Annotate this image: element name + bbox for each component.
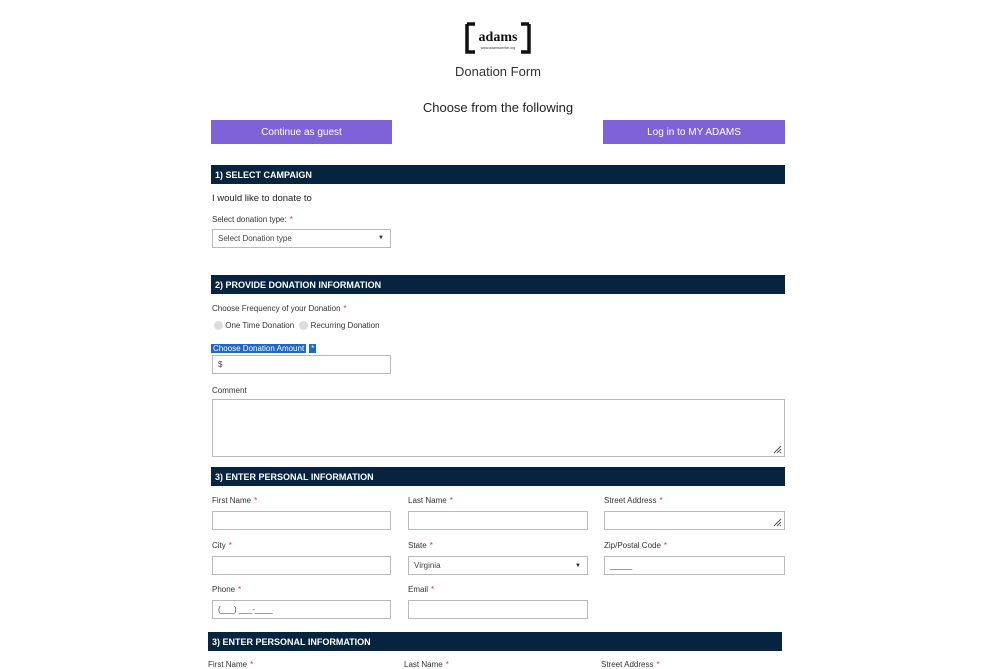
required-mark: *: [656, 660, 660, 669]
street-address-label-2-text: Street Address: [601, 660, 654, 669]
phone-label-text: Phone: [212, 585, 236, 594]
zip-input[interactable]: [604, 556, 785, 575]
comment-label: Comment: [212, 386, 247, 395]
one-time-label: One Time Donation: [225, 321, 295, 330]
donation-type-label: [212, 215, 293, 224]
city-input[interactable]: [212, 556, 391, 575]
choose-text: Choose from the following: [422, 100, 574, 115]
last-name-label: [408, 496, 453, 505]
frequency-options: [214, 321, 380, 330]
amount-input[interactable]: [212, 355, 391, 374]
one-time-radio[interactable]: [214, 321, 223, 330]
street-address-label: [604, 496, 663, 505]
required-mark: *: [659, 496, 663, 505]
required-mark: *: [228, 541, 232, 550]
resize-handle-icon[interactable]: [772, 444, 782, 454]
required-mark: *: [238, 585, 242, 594]
last-name-label-text: Last Name: [408, 496, 447, 505]
state-label-text: State: [408, 541, 427, 550]
recurring-radio[interactable]: [299, 321, 308, 330]
recurring-label: Recurring Donation: [310, 321, 380, 330]
last-name-label-2-text: Last Name: [404, 660, 443, 669]
continue-as-guest-button[interactable]: Continue as guest: [211, 120, 392, 144]
frequency-label-text: Choose Frequency of your Donation: [212, 304, 341, 313]
first-name-label-text: First Name: [212, 496, 252, 505]
section-select-campaign-header: 1) SELECT CAMPAIGN: [211, 165, 785, 184]
last-name-input[interactable]: [408, 511, 588, 530]
required-mark: *: [343, 304, 347, 313]
first-name-input[interactable]: [212, 511, 391, 530]
zip-value: _____: [610, 561, 633, 570]
required-mark: *: [449, 496, 453, 505]
donation-type-value: Select Donation type: [218, 234, 292, 243]
required-mark: *: [445, 660, 449, 669]
first-name-label-2-text: First Name: [208, 660, 248, 669]
login-button[interactable]: Log in to MY ADAMS: [603, 120, 785, 144]
amount-value: $: [218, 360, 223, 369]
state-label: [408, 541, 433, 550]
phone-label: [212, 585, 241, 594]
frequency-label: [212, 304, 347, 313]
required-mark: *: [663, 541, 668, 550]
svg-text:adams: adams: [478, 30, 518, 45]
svg-text:www.adamscenter.org: www.adamscenter.org: [480, 46, 516, 50]
required-mark: *: [289, 215, 293, 224]
required-mark: *: [311, 344, 315, 353]
required-mark: *: [429, 541, 433, 550]
street-address-input[interactable]: [604, 511, 785, 530]
adams-logo: [463, 20, 533, 56]
donate-to-text: I would like to donate to: [212, 193, 312, 204]
section-personal-info-header: 3) ENTER PERSONAL INFORMATION: [211, 467, 785, 486]
street-address-label-text: Street Address: [604, 496, 657, 505]
chevron-down-icon: ▼: [575, 563, 581, 569]
chevron-down-icon: ▼: [378, 235, 384, 241]
donation-type-label-text: Select donation type:: [212, 215, 287, 224]
email-label-text: Email: [408, 585, 429, 594]
email-input[interactable]: [408, 600, 588, 619]
required-mark: *: [254, 496, 258, 505]
section-personal-info-header-2: 3) ENTER PERSONAL INFORMATION: [208, 632, 782, 651]
zip-label-text: Zip/Postal Code: [604, 541, 661, 550]
state-value: Virginia: [414, 561, 441, 570]
section-donation-info-header: 2) PROVIDE DONATION INFORMATION: [211, 275, 785, 294]
phone-input[interactable]: [212, 600, 391, 619]
zip-label: [604, 541, 667, 550]
resize-handle-icon[interactable]: [772, 517, 782, 527]
email-label: [408, 585, 434, 594]
amount-label-text: Choose Donation Amount: [213, 344, 305, 353]
city-label: [212, 541, 232, 550]
amount-label: [211, 338, 316, 356]
comment-textarea[interactable]: [212, 399, 785, 457]
required-mark: *: [431, 585, 435, 594]
donation-type-select[interactable]: [212, 229, 391, 248]
first-name-label: [212, 496, 257, 505]
required-mark: *: [250, 660, 254, 669]
page-title: Donation Form: [455, 64, 541, 79]
phone-value: (___) ___-____: [218, 605, 273, 614]
state-select[interactable]: [408, 556, 588, 575]
city-label-text: City: [212, 541, 226, 550]
